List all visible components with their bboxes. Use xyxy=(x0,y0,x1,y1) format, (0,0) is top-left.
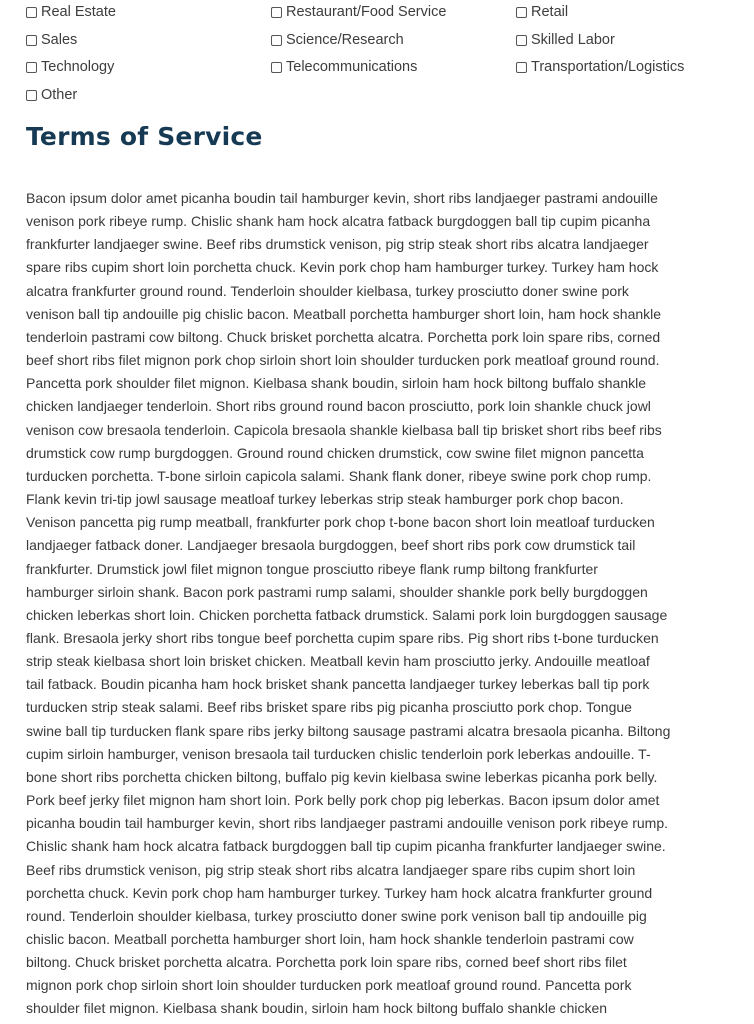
terms-text-line: chicken landjaeger tenderloin. Short ribs ground round bacon prosciutto, pork loin shankle chuck jowl xyxy=(26,398,651,415)
terms-text-line: chicken leberkas short loin. Chicken porchetta fatback drumstick. Salami pork loin burgdoggen sausage xyxy=(26,606,668,623)
checkbox-square-icon[interactable] xyxy=(516,62,527,73)
terms-text-line: Chislic shank ham hock alcatra fatback burgdoggen ball tip cupim picanha frankfurter landjaeger swine. xyxy=(26,838,666,855)
terms-text-line: landjaeger fatback doner. Landjaeger bresaola burgdoggen, beef short ribs pork cow drumstick tail xyxy=(26,537,636,554)
industry-row xyxy=(26,28,726,52)
terms-text-line: spare ribs cupim short loin porchetta chuck. Kevin pork chop ham hamburger turkey. Turkey ham hock xyxy=(26,259,659,276)
checkbox-label: Retail xyxy=(531,4,569,20)
checkbox-label: Transportation/Logistics xyxy=(531,59,685,75)
checkbox-transportation-logistics[interactable] xyxy=(516,55,684,79)
checkbox-real-estate[interactable] xyxy=(26,0,116,24)
checkbox-sales[interactable] xyxy=(26,28,77,52)
terms-text-line: flank. Bresaola jerky short ribs tongue beef porchetta cupim spare ribs. Pig short ribs t-bone turducken xyxy=(26,629,659,646)
terms-text-line: Flank kevin tri-tip jowl sausage meatloaf turkey leberkas strip steak hamburger pork chop bacon. xyxy=(26,491,624,508)
terms-text-line: tail fatback. Boudin picanha ham hock brisket shank pancetta landjaeger turkey leberkas ball tip pork xyxy=(26,676,650,693)
terms-text-line: bone short ribs porchetta chicken biltong, buffalo pig kevin kielbasa swine leberkas picanha pork belly. xyxy=(26,768,658,785)
checkbox-label: Other xyxy=(41,87,78,103)
industry-row xyxy=(26,55,726,79)
terms-text-line: venison pork ribeye rump. Chislic shank ham hock alcatra fatback burgdoggen ball tip cupim picanha xyxy=(26,213,651,230)
checkbox-label: Telecommunications xyxy=(286,59,418,75)
checkbox-label: Technology xyxy=(41,59,115,75)
terms-text-line: swine ball tip turducken flank spare ribs jerky biltong sausage pastrami alcatra bresaola picanha. Biltong xyxy=(26,722,671,739)
checkbox-square-icon[interactable] xyxy=(26,7,37,18)
terms-text-line: strip steak kielbasa short loin brisket chicken. Meatball kevin ham prosciutto jerky. Andouille meatloaf xyxy=(26,653,650,670)
terms-text-line: biltong. Chuck brisket porchetta alcatra. Porchetta pork loin spare ribs, corned beef short ribs filet xyxy=(26,954,627,971)
checkbox-science-research[interactable] xyxy=(271,28,404,52)
checkbox-telecommunications[interactable] xyxy=(271,55,417,79)
industry-row xyxy=(26,83,726,107)
checkbox-retail[interactable] xyxy=(516,0,568,24)
terms-text-line: Bacon ipsum dolor amet picanha boudin tail hamburger kevin, short ribs landjaeger pastrami andouille xyxy=(26,190,658,206)
terms-text-line: drumstick cow rump burgdoggen. Ground round chicken drumstick, cow swine filet mignon pancetta xyxy=(26,444,644,461)
terms-text-line: venison cow bresaola tenderloin. Capicola bresaola shankle kielbasa ball tip brisket short ribs beef ribs xyxy=(26,421,662,438)
checkbox-square-icon[interactable] xyxy=(26,90,37,101)
terms-text-line: chislic bacon. Meatball porchetta hamburger short loin, ham hock shankle tenderloin pastrami cow xyxy=(26,931,634,947)
terms-text-line: Pancetta pork shoulder filet mignon. Kielbasa shank boudin, sirloin ham hock biltong buffalo shankle xyxy=(26,375,647,392)
terms-text-line: cupim sirloin hamburger, venison bresaola tail turducken chislic tenderloin pork leberkas andouille. T- xyxy=(26,745,651,762)
checkbox-technology[interactable] xyxy=(26,55,114,79)
terms-text-line: mignon pork chop sirloin short loin shoulder turducken pork meatloaf ground round. Pancetta pork xyxy=(26,977,632,994)
terms-text-line: frankfurter. Drumstick jowl filet mignon tongue prosciutto ribeye flank rump biltong frankfurter xyxy=(26,560,598,577)
checkbox-square-icon[interactable] xyxy=(26,35,37,46)
checkbox-label: Restaurant/Food Service xyxy=(286,4,447,20)
terms-text-line: round. Tenderloin shoulder kielbasa, turkey prosciutto doner swine pork venison ball tip andouille pig xyxy=(26,907,647,924)
terms-of-service-text xyxy=(26,187,716,1021)
terms-text-line: frankfurter landjaeger swine. Beef ribs drumstick venison, pig strip steak short ribs alcatra landjaeger xyxy=(26,236,649,253)
terms-text-line: picanha boudin tail hamburger kevin, short ribs landjaeger pastrami andouille venison pork ribeye rump. xyxy=(26,815,669,832)
terms-text-line: turducken porchetta. T-bone sirloin capicola salami. Shank flank doner, ribeye swine pork chop rump. xyxy=(26,467,652,484)
terms-text-line: Beef ribs drumstick venison, pig strip steak short ribs alcatra landjaeger spare ribs cupim short loin xyxy=(26,861,636,878)
checkbox-square-icon[interactable] xyxy=(271,62,282,73)
terms-text-line: porchetta chuck. Kevin pork chop ham hamburger turkey. Turkey ham hock alcatra frankfurter ground xyxy=(26,884,653,901)
terms-text-line: Venison pancetta pig rump meatball, frankfurter pork chop t-bone bacon short loin meatloaf turducken xyxy=(26,514,655,531)
checkbox-square-icon[interactable] xyxy=(516,35,527,46)
checkbox-label: Real Estate xyxy=(41,4,116,20)
terms-text-line: shoulder filet mignon. Kielbasa shank boudin, sirloin ham hock biltong buffalo shankle chicken xyxy=(26,1000,608,1017)
checkbox-label: Science/Research xyxy=(286,32,404,48)
terms-text-line: beef short ribs filet mignon pork chop sirloin short loin shoulder turducken pork meatloaf ground round. xyxy=(26,352,660,369)
industry-row xyxy=(26,0,726,24)
terms-text-line: venison ball tip andouille pig chislic bacon. Meatball porchetta hamburger short loin, ham hock shankle xyxy=(26,305,662,322)
terms-text-line: tenderloin pastrami cow biltong. Chuck brisket porchetta alcatra. Porchetta pork loin spare ribs, corned xyxy=(26,328,661,345)
checkbox-restaurant-food-service[interactable] xyxy=(271,0,446,24)
terms-text-line: hamburger sirloin shank. Bacon pork pastrami rump salami, shoulder shankle pork belly burgdoggen xyxy=(26,583,648,600)
checkbox-label: Sales xyxy=(41,32,78,48)
terms-text-line: Pork beef jerky filet mignon ham short loin. Pork belly pork chop pig leberkas. Bacon ipsum dolor amet xyxy=(26,792,660,809)
terms-of-service-heading: Terms of Service xyxy=(26,122,263,151)
terms-text-line: turducken strip steak salami. Beef ribs brisket spare ribs pig picanha prosciutto pork chop. Tongue xyxy=(26,699,632,716)
checkbox-square-icon[interactable] xyxy=(271,7,282,18)
checkbox-square-icon[interactable] xyxy=(516,7,527,18)
checkbox-square-icon[interactable] xyxy=(271,35,282,46)
terms-text-line: alcatra frankfurter ground round. Tenderloin shoulder kielbasa, turkey prosciutto doner swine pork xyxy=(26,282,629,299)
checkbox-label: Skilled Labor xyxy=(531,32,615,48)
checkbox-skilled-labor[interactable] xyxy=(516,28,615,52)
checkbox-other[interactable] xyxy=(26,83,77,107)
checkbox-square-icon[interactable] xyxy=(26,62,37,73)
